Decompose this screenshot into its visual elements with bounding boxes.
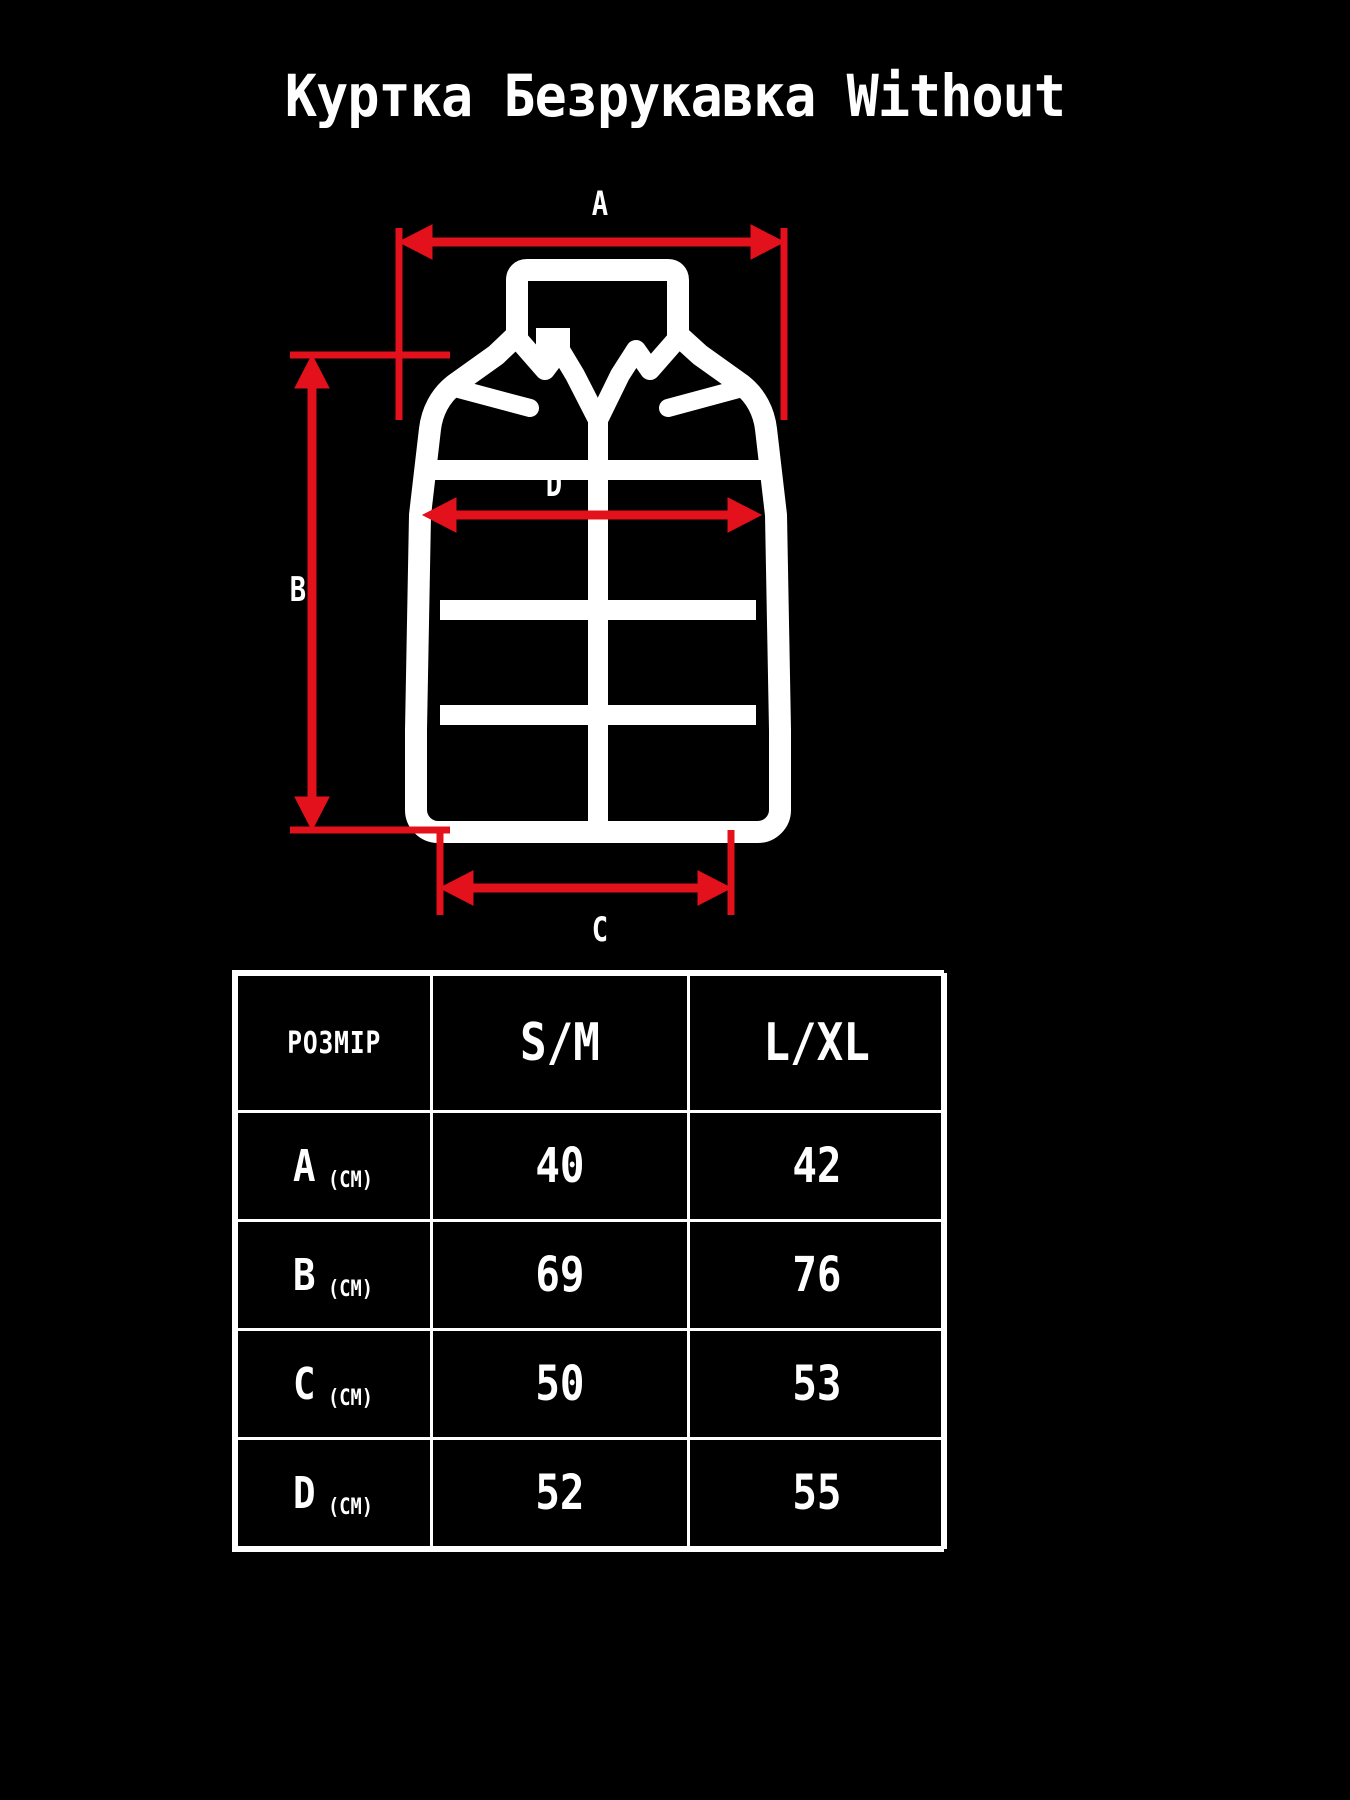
- cell-a-sm: 40: [432, 1112, 689, 1221]
- cell-d-sm: 52: [432, 1439, 689, 1548]
- row-label-d: D (CM): [237, 1439, 432, 1548]
- dimension-label-a: A: [591, 184, 609, 224]
- cell-d-lxl: 55: [689, 1439, 946, 1548]
- row-label-c: C (CM): [237, 1330, 432, 1439]
- cell-c-sm: 50: [432, 1330, 689, 1439]
- garment-diagram: [0, 170, 1350, 970]
- row-label-b: B (CM): [237, 1221, 432, 1330]
- cell-a-lxl: 42: [689, 1112, 946, 1221]
- dimension-label-d: D: [545, 465, 563, 505]
- page-title: Куртка Безрукавка Without: [284, 62, 1066, 130]
- cell-b-lxl: 76: [689, 1221, 946, 1330]
- table-row: [237, 1112, 946, 1221]
- header-cell-size-lxl: L/XL: [689, 975, 946, 1112]
- header-cell-size-label: РОЗМІР: [237, 975, 432, 1112]
- table-header-row: [237, 975, 946, 1112]
- cell-c-lxl: 53: [689, 1330, 946, 1439]
- row-label-a: A (CM): [237, 1112, 432, 1221]
- dimension-label-b: B: [289, 570, 307, 610]
- table-row: [237, 1330, 946, 1439]
- garment-outline: [416, 270, 780, 832]
- size-table-container: [232, 970, 944, 1552]
- cell-b-sm: 69: [432, 1221, 689, 1330]
- table-row: [237, 1439, 946, 1548]
- dimension-label-c: C: [591, 910, 609, 950]
- size-table: [235, 973, 947, 1549]
- header-cell-size-sm: S/M: [432, 975, 689, 1112]
- table-row: [237, 1221, 946, 1330]
